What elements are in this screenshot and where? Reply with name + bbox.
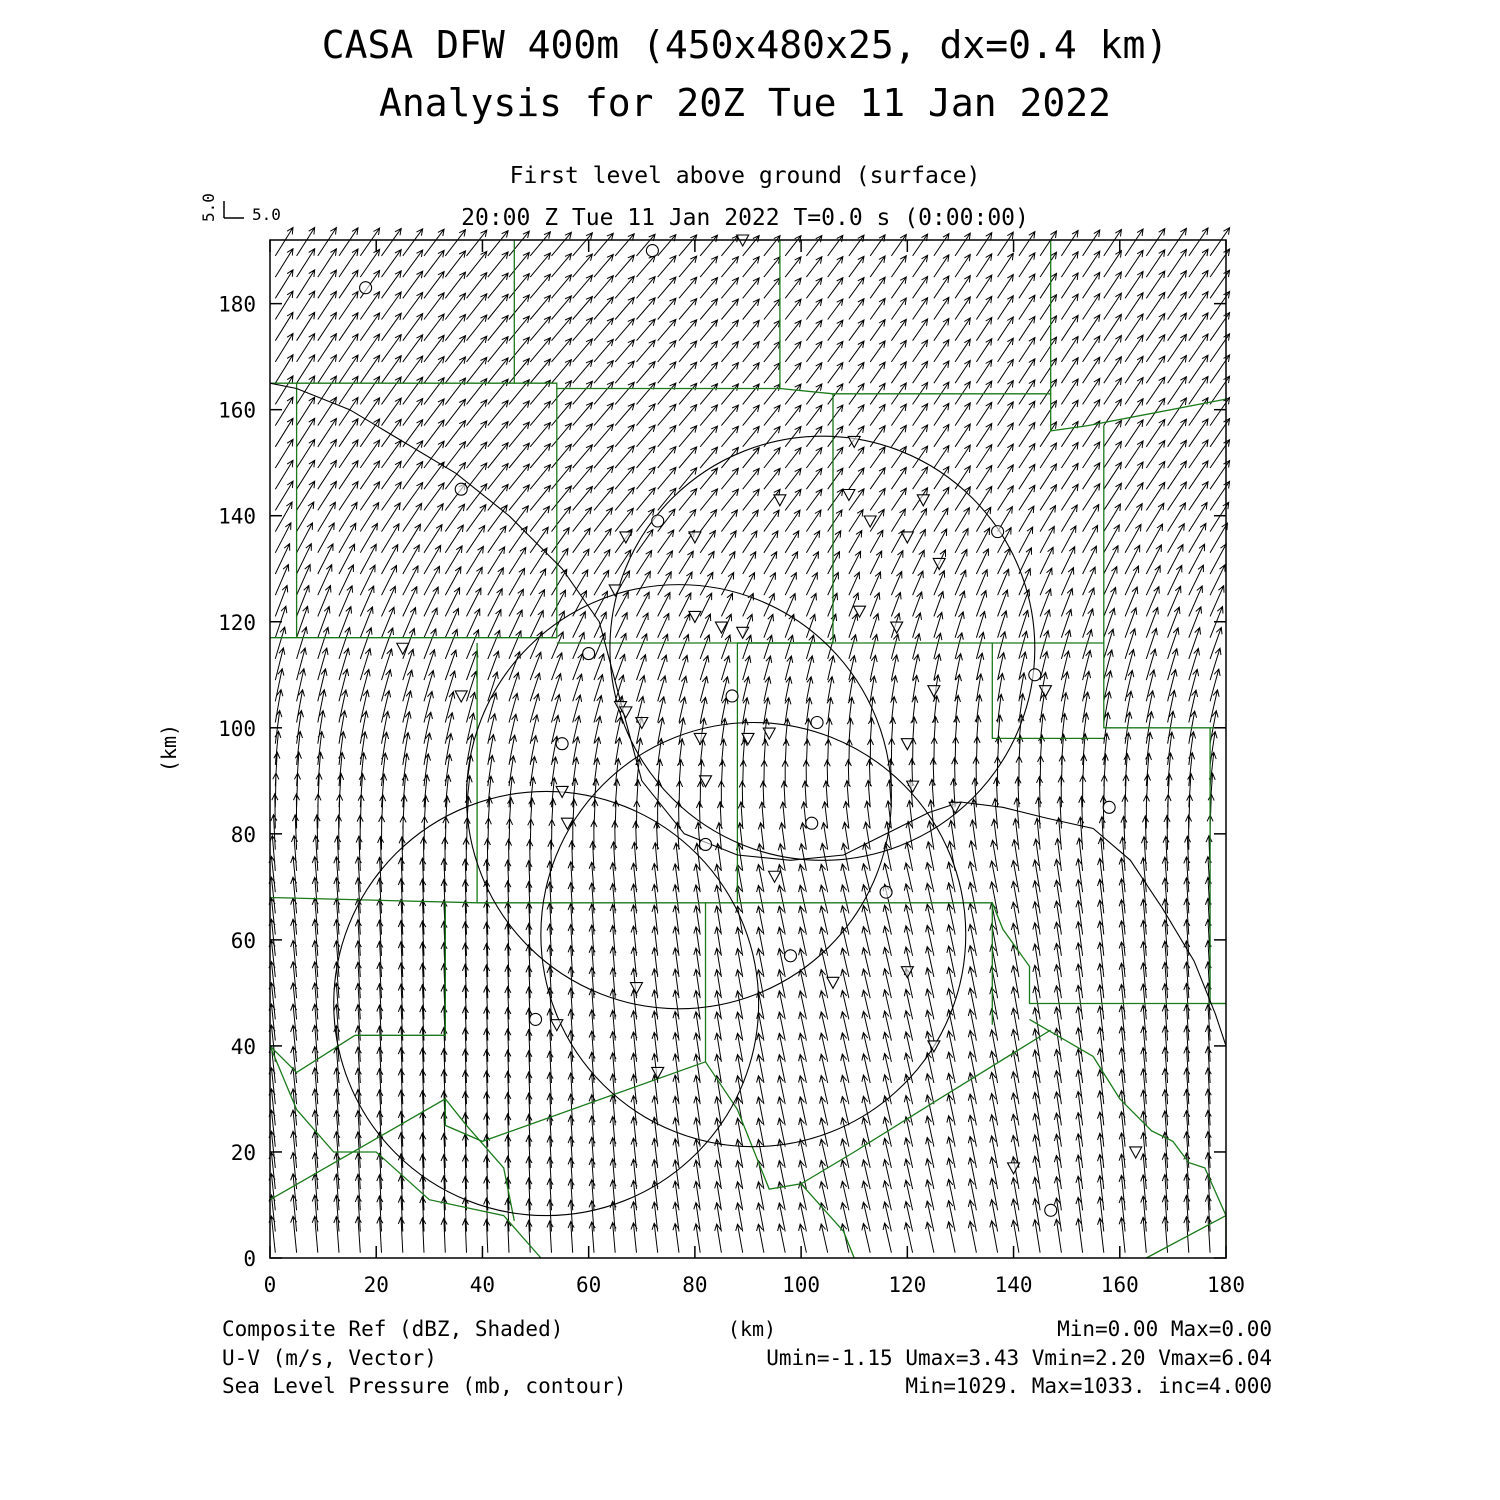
station-triangle-marker <box>737 627 749 638</box>
y-tick-label: 140 <box>218 504 256 529</box>
range-ring <box>610 436 1035 860</box>
range-ring <box>541 722 966 1146</box>
x-tick-label: 60 <box>576 1273 602 1297</box>
y-tick-label: 0 <box>243 1247 256 1271</box>
x-tick-label: 0 <box>263 1273 277 1297</box>
x-tick-label: 80 <box>682 1273 708 1297</box>
y-tick-label: 60 <box>230 928 256 953</box>
station-circle-marker <box>811 716 823 728</box>
x-axis-label: (km) <box>727 1317 777 1341</box>
footer-uv-label: U-V (m/s, Vector) <box>222 1346 437 1370</box>
y-tick-label: 80 <box>230 822 256 847</box>
station-triangle-marker <box>949 802 961 813</box>
station-circle-marker <box>1029 669 1041 681</box>
title-line-2: Analysis for 20Z Tue 11 Jan 2022 <box>378 81 1112 125</box>
station-triangle-marker <box>1130 1147 1142 1158</box>
station-triangle-marker <box>928 1041 940 1052</box>
station-circle-marker <box>646 245 658 257</box>
vector-key-v-label: 5.0 <box>199 193 218 222</box>
station-triangle-marker <box>689 532 701 543</box>
station-triangle-marker <box>1008 1163 1020 1174</box>
county-boundary <box>1104 426 1226 728</box>
station-circle-marker <box>455 483 467 495</box>
station-circle-marker <box>530 1013 542 1025</box>
footer-ref-range: Min=0.00 Max=0.00 <box>1057 1317 1272 1341</box>
station-circle-marker <box>583 648 595 660</box>
county-boundary <box>1051 394 1226 431</box>
y-tick-label: 160 <box>218 398 256 423</box>
county-boundary <box>1146 1216 1226 1258</box>
station-circle-marker <box>556 738 568 750</box>
station-triangle-marker <box>843 490 855 501</box>
y-tick-label: 100 <box>218 716 256 741</box>
x-tick-label: 160 <box>1100 1273 1139 1297</box>
station-triangle-marker <box>455 691 467 702</box>
county-boundary <box>270 1046 541 1258</box>
station-triangle-marker <box>901 739 913 750</box>
plot-frame <box>270 240 1226 1258</box>
station-circle-marker <box>700 838 712 850</box>
station-triangle-marker <box>928 686 940 697</box>
range-ring <box>334 791 759 1215</box>
y-tick-label: 40 <box>230 1034 256 1059</box>
station-triangle-marker <box>609 585 621 596</box>
station-triangle-marker <box>891 622 903 633</box>
footer-ref-label: Composite Ref (dBZ, Shaded) <box>222 1317 564 1341</box>
county-boundary <box>1210 728 1226 1004</box>
y-tick-label: 180 <box>218 292 256 317</box>
station-circle-marker <box>1103 801 1115 813</box>
x-tick-label: 40 <box>469 1273 496 1297</box>
title-line-1: CASA DFW 400m (450x480x25, dx=0.4 km) <box>321 23 1169 67</box>
county-boundary <box>477 903 992 1025</box>
station-circle-marker <box>652 515 664 527</box>
y-tick-label: 20 <box>230 1140 256 1165</box>
station-circle-marker <box>1045 1204 1057 1216</box>
county-boundary <box>992 903 1226 1004</box>
axis-ticks <box>218 240 1245 1297</box>
footer-slp-range: Min=1029. Max=1033. inc=4.000 <box>905 1374 1272 1398</box>
x-tick-label: 100 <box>782 1273 821 1297</box>
station-circle-marker <box>806 817 818 829</box>
footer-slp-label: Sea Level Pressure (mb, contour) <box>222 1374 627 1398</box>
county-boundary <box>270 1035 355 1072</box>
station-triangle-marker <box>620 532 632 543</box>
station-circle-marker <box>360 282 372 294</box>
station-triangle-marker <box>933 558 945 569</box>
county-boundaries <box>270 240 1226 1258</box>
vector-key <box>199 193 281 224</box>
time-label: 20:00 Z Tue 11 Jan 2022 T=0.0 s (0:00:00) <box>461 205 1029 231</box>
vector-key-u-label: 5.0 <box>252 205 281 224</box>
y-tick-label: 120 <box>218 610 256 635</box>
map-plot <box>218 228 1245 1298</box>
footer-uv-range: Umin=-1.15 Umax=3.43 Vmin=2.20 Vmax=6.04 <box>766 1346 1272 1370</box>
station-circle-marker <box>992 526 1004 538</box>
county-boundary <box>445 1099 514 1221</box>
x-tick-label: 20 <box>363 1273 389 1297</box>
station-triangle-marker <box>774 495 786 506</box>
level-label: First level above ground (surface) <box>509 163 981 189</box>
y-axis-label: (km) <box>157 723 181 773</box>
station-triangle-marker <box>769 871 781 882</box>
station-triangle-marker <box>827 977 839 988</box>
x-tick-label: 120 <box>888 1273 927 1297</box>
station-circle-marker <box>880 886 892 898</box>
station-triangle-marker <box>901 532 913 543</box>
station-triangle-marker <box>689 611 701 622</box>
x-tick-label: 140 <box>994 1273 1033 1297</box>
station-circle-marker <box>784 950 796 962</box>
station-circle-marker <box>726 690 738 702</box>
station-triangle-marker <box>636 717 648 728</box>
x-tick-label: 180 <box>1207 1273 1245 1297</box>
